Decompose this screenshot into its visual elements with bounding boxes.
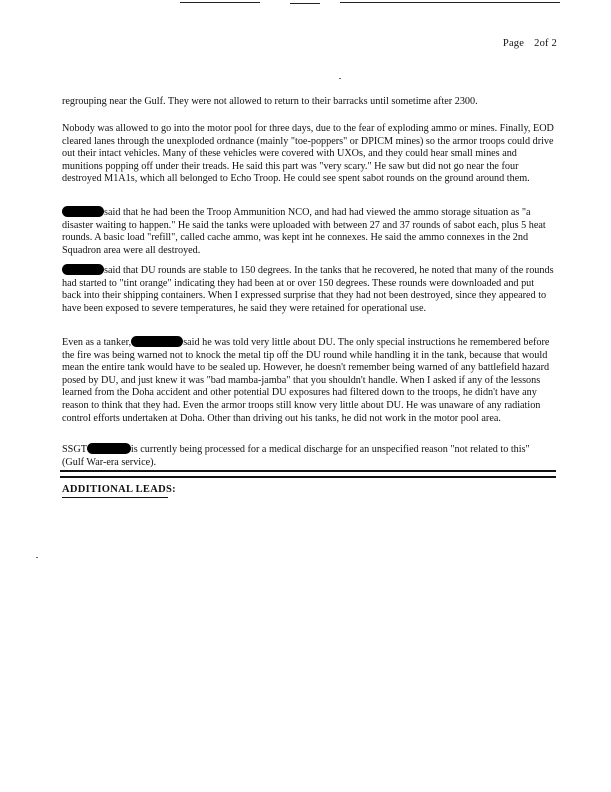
redaction-block	[131, 336, 183, 347]
page-number-header	[503, 38, 557, 49]
scan-speck	[36, 557, 38, 558]
scan-artifact-line	[340, 2, 560, 3]
redaction-block	[62, 206, 104, 217]
page-word: Page	[502, 38, 525, 49]
paragraph-text: said he was told very little about DU. The only special instructions he remembered before the fire was being warned not to knock the metal tip off the DU round while handling it in the tank, because that would mean the entire tank would have to be sealed up. However, he doesn't remember being warned of any battlefield hazard posed by DU, and just knew it was "bad mamba-jamba" that you shouldn't handle. When I asked if any of the lessons learned from the Doha accident and other potential DU exposures had filtered down to the troops, he didn't have any reason to think that they had. Even the armor troops still know very little about DU. He was unaware of any radiation control efforts undertaken at Doha. Other than driving out his tanks, he did not work in the motor pool area.	[62, 337, 550, 424]
paragraph-5	[62, 336, 554, 425]
heading-underline	[62, 497, 168, 498]
scan-artifact-line	[290, 3, 320, 4]
paragraph-6	[62, 443, 554, 469]
redaction-block	[62, 264, 104, 275]
redaction-block	[87, 443, 131, 454]
paragraph-text: said that he had been the Troop Ammunition NCO, and had had viewed the ammo storage situation as "a disaster waiting to happen." He said the tanks were uploaded with between 27 and 37 rounds of sabot each, plus 5 heat rounds. A basic load "refill", called cache ammo, was kept int he connexes. He said the ammo connexes in the 2nd Squadron area were all destroyed.	[62, 207, 546, 256]
section-divider	[60, 470, 556, 472]
additional-leads-heading: ADDITIONAL LEADS:	[62, 484, 176, 495]
paragraph-4	[62, 264, 554, 315]
scan-artifact-line	[180, 2, 260, 3]
paragraph-text: regrouping near the Gulf. They were not allowed to return to their barracks until sometime after 2300.	[62, 96, 478, 107]
paragraph-text: is currently being processed for a medical discharge for an unspecified reason "not related to this" (Gulf War-era service).	[62, 444, 530, 468]
paragraph-text: Nobody was allowed to go into the motor pool for three days, due to the fear of exploding ammo or mines. Finally, EOD cleared lanes through the unexploded ordnance (mainly "toe-poppers" or DPICM mines) so the armor troops could drive out their intact vehicles. Many of these vehicles were covered with UXOs, and they could hear small mines and munitions popping off under their treads. He said this part was "very scary." He saw but did not go near the four destroyed M1A1s, which all belonged to Echo Troop. He could see spent sabot rounds on the ground around them.	[62, 123, 554, 185]
page-number: 2of 2	[534, 38, 557, 49]
paragraph-lead: Even as a tanker,	[62, 337, 132, 348]
paragraph-lead: SSGT	[62, 444, 87, 455]
paragraph-3	[62, 206, 554, 257]
section-divider	[60, 476, 556, 478]
paragraph-text: said that DU rounds are stable to 150 degrees. In the tanks that he recovered, he noted that many of the rounds had started to "tint orange" indicating they had been at or over 150 degrees. These rounds were downloaded and put back into their shipping containers. When I expressed surprise that they had not been destroyed, since they appeared to have been exposed to severe temperatures, he said they were retained for operational use.	[62, 265, 554, 314]
paragraph-2	[62, 123, 554, 186]
paragraph-1	[62, 96, 554, 109]
scan-speck	[339, 78, 341, 79]
